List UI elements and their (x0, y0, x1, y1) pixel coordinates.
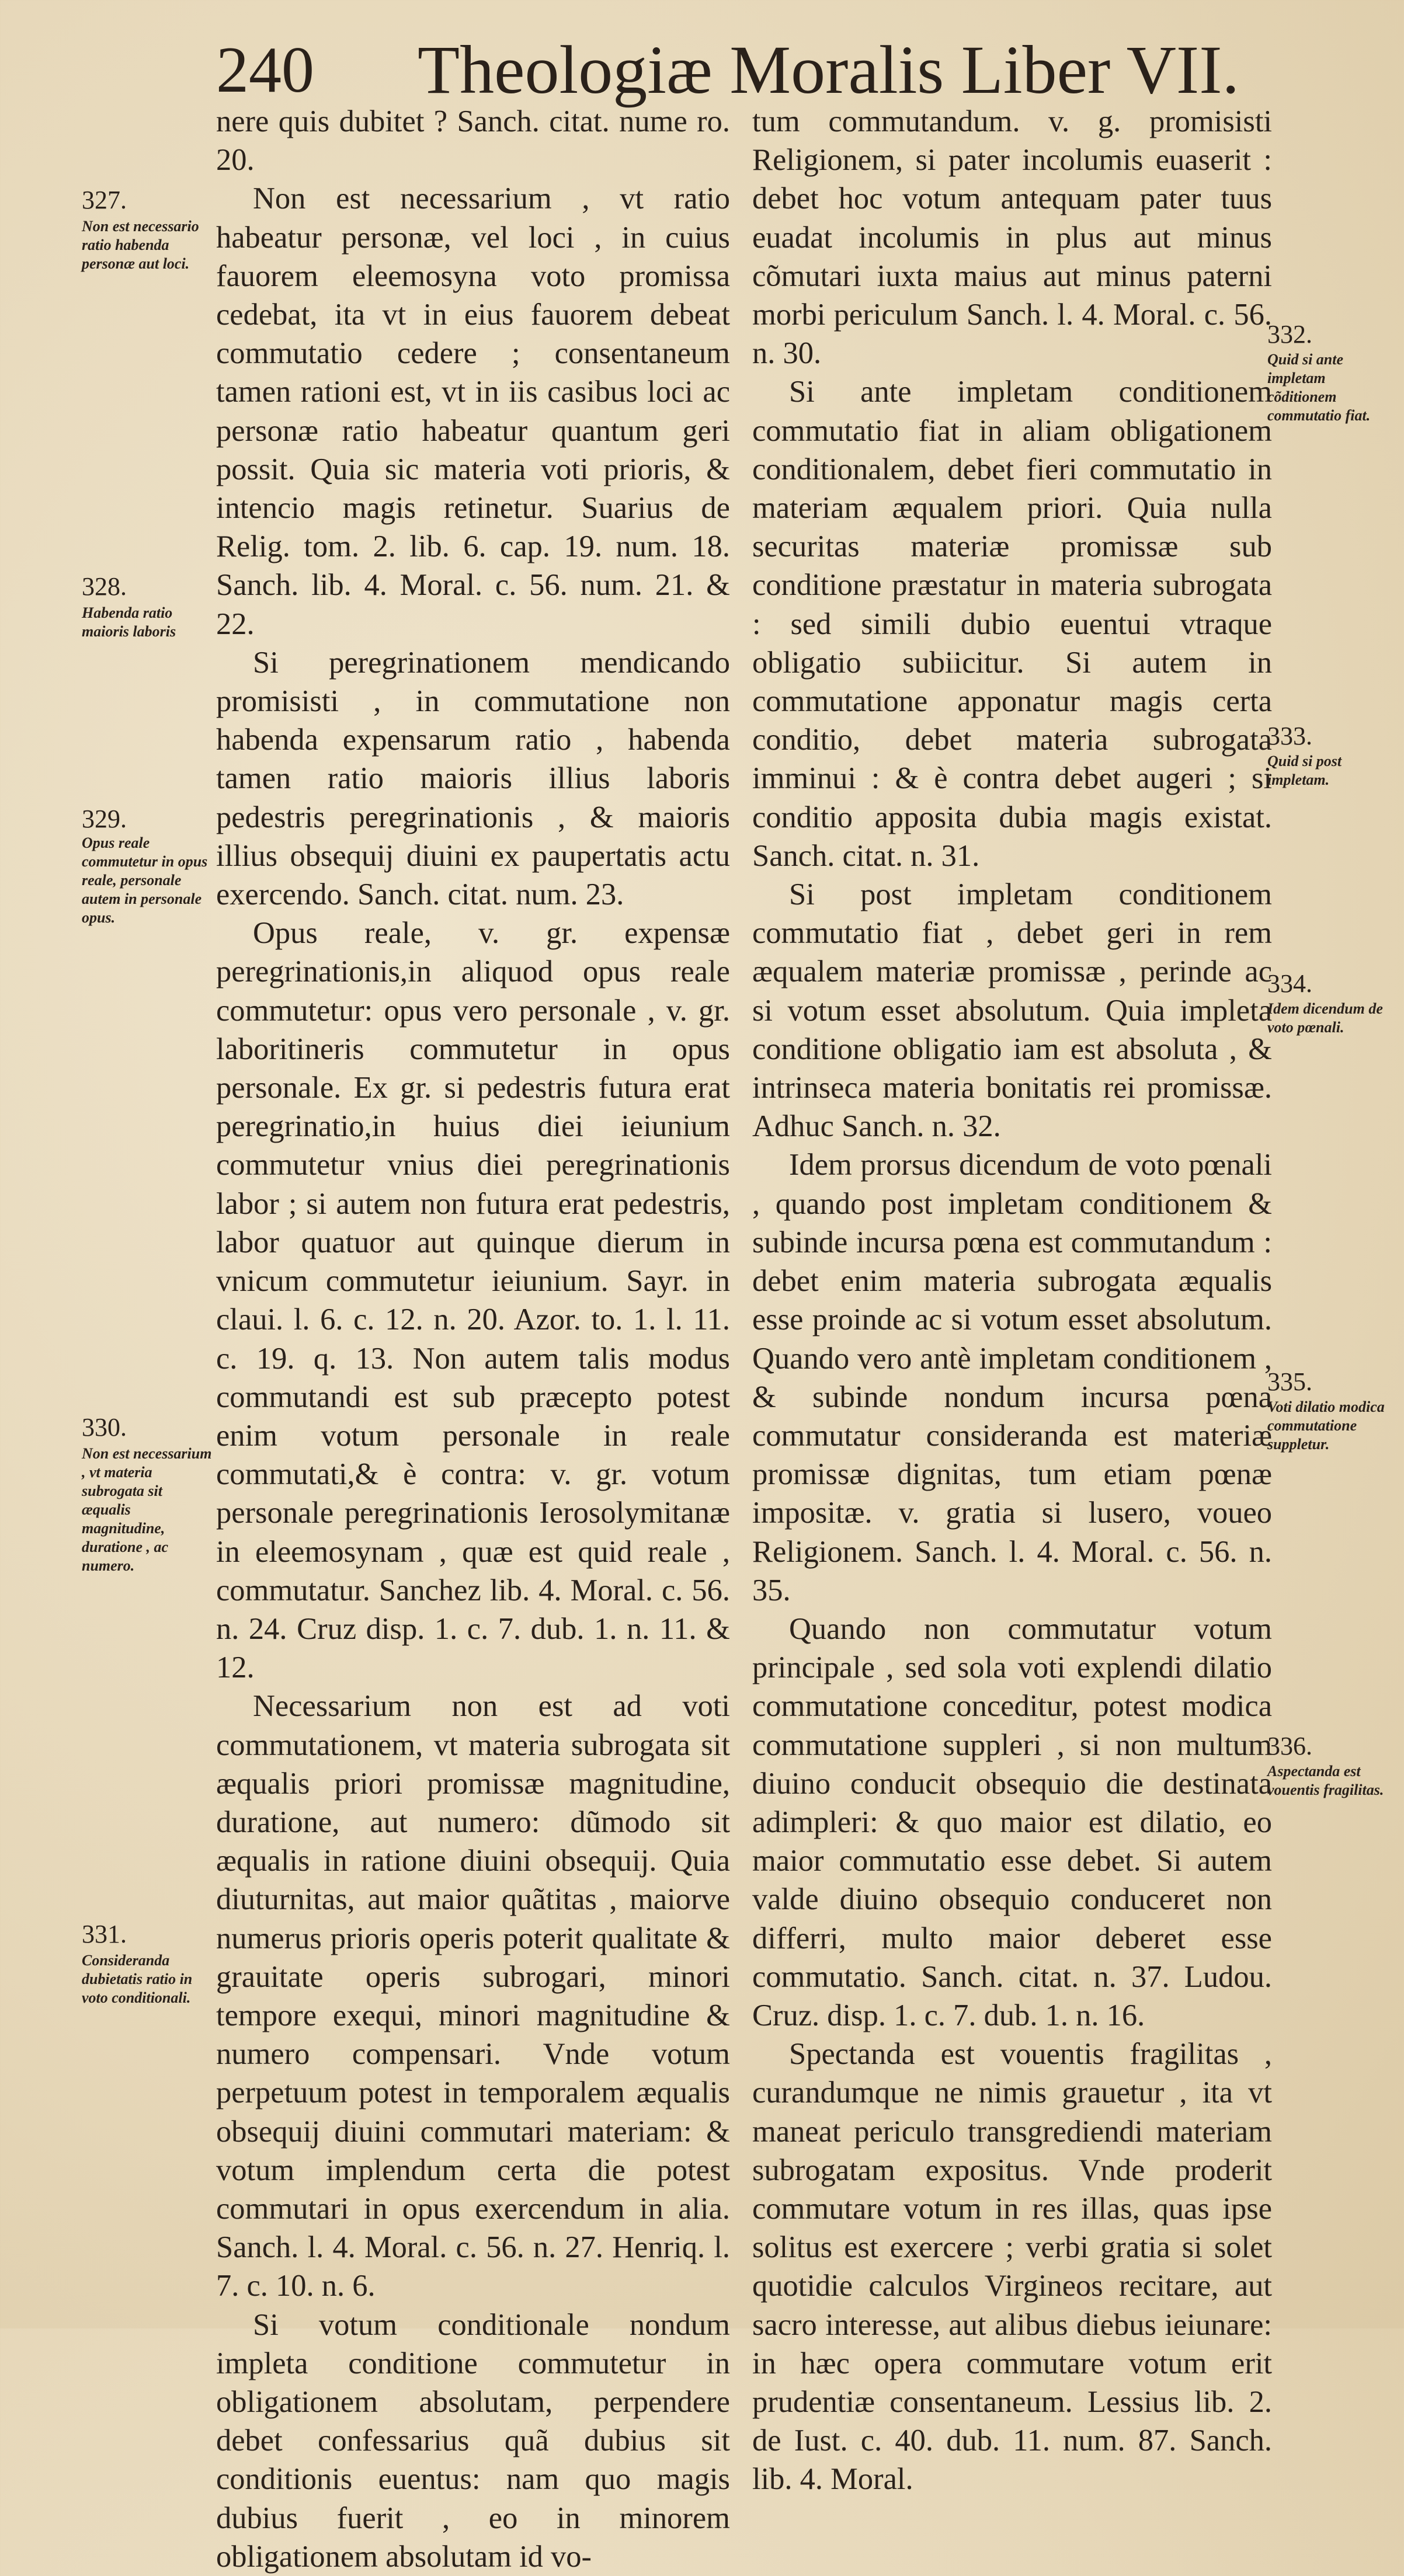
margin-number-335: 335. (1267, 1367, 1312, 1396)
margin-number-331: 331. (82, 1920, 127, 1948)
margin-note-336: Aspectanda est vouentis fragilitas. (1267, 1763, 1384, 1798)
margin-number-328: 328. (82, 572, 127, 601)
margin-number-334: 334. (1267, 969, 1312, 998)
page-number: 240 (216, 34, 314, 106)
paragraph-328: Si peregrinationem mendicando promisisti , in commutatione non habenda expensarum ratio , habenda tamen ratio maioris illius laboris pedestris peregrinationis , & maioris illius obsequij diuini ex paupertatis actu exercendo. Sanch. citat. num. 23. (216, 645, 730, 912)
right-text-column (752, 102, 1272, 2499)
margin-number-330: 330. (82, 1413, 127, 1442)
margin-number-336: 336. (1267, 1732, 1312, 1760)
paragraph-331: Si votum conditionale nondum impleta conditione commutetur in obligationem absolutam, perpendere debet confessarius quã dubius sit conditionis euentus: nam quo magis dubius fuerit , eo in minorem obligationem absolutam id vo- (216, 2307, 730, 2574)
margin-number-332: 332. (1267, 320, 1312, 349)
margin-note-331: Consideranda dubietatis ratio in voto conditionali. (82, 1952, 193, 2006)
margin-number-329: 329. (82, 805, 127, 833)
margin-note-327: Non est necessario ratio habenda personæ aut loci. (82, 218, 199, 272)
paragraph-330: Necessarium non est ad voti commutationem, vt materia subrogata sit æqualis priori promissæ magnitudine, duratione, aut numero: dũmodo sit æqualis in ratione diuini obsequij. Quia diuturnitas, aut maior quãtitas , maiorve numerus prioris operis poterit qualitate & grauitate operis subrogari, minori tempore exequi, minori magnitudine & numero compensari. Vnde votum perpetuum potest in temporalem æqualis obsequij diuini commutari materiam: & votum implendum certa die potest commutari in opus exercendum in alia. Sanch. l. 4. Moral. c. 56. n. 27. Henriq. l. 7. c. 10. n. 6. (216, 1689, 730, 2303)
margin-note-335: Voti dilatio modica commutatione suppletur. (1267, 1398, 1385, 1453)
paragraph-333: Si post impletam conditionem commutatio fiat , debet geri in rem æqualem materiæ promissæ , perinde ac si votum esset absolutum. Quia impleta conditione obligatio iam est absoluta , & intrinseca materia bonitatis rei promissæ. Adhuc Sanch. n. 32. (752, 878, 1272, 1144)
margin-number-327: 327. (82, 186, 127, 214)
margin-note-333: Quid si post impletam. (1267, 753, 1342, 788)
paragraph-continued-right: tum commutandum. v. g. promisisti Religionem, si pater incolumis euaserit : debet hoc votum antequam pater tuus euadat incolumis in plus aut minus cõmutari iuxta maius aut minus paterni morbi periculum Sanch. l. 4. Moral. c. 56. n. 30. (752, 105, 1272, 371)
margin-note-332: Quid si ante impletam cõditionem commutatio fiat. (1267, 351, 1371, 424)
left-text-column (216, 102, 730, 2576)
paragraph-327: Non est necessarium , vt ratio habeatur personæ, vel loci , in cuius fauorem eleemosyna voto promissa cedebat, ita vt in eius fauorem debeat commutatio cedere ; consentaneum tamen rationi est, vt in iis casibus loci ac personæ ratio habeatur quantum geri possit. Quia sic materia voti prioris, & intencio magis retinetur. Suarius de Relig. tom. 2. lib. 6. cap. 19. num. 18. Sanch. lib. 4. Moral. c. 56. num. 21. & 22. (216, 182, 730, 641)
margin-note-328: Habenda ratio maioris laboris (82, 604, 176, 640)
margin-number-333: 333. (1267, 722, 1312, 750)
margin-note-329: Opus reale commutetur in opus reale, personale autem in personale opus. (82, 834, 208, 926)
running-title: Theologiæ Moralis Liber VII. (418, 32, 1240, 108)
margin-note-334: Idem dicendum de voto pœnali. (1267, 1000, 1383, 1036)
margin-note-330: Non est necessarium , vt materia subrogata sit æqualis magnitudine, duratione , ac numero. (82, 1445, 212, 1574)
paragraph-329: Opus reale, v. gr. expensæ peregrinationis,in aliquod opus reale commutetur: opus vero personale , v. gr. laboritineris commutetur in opus personale. Ex gr. si pedestris futura erat peregrinatio,in huius diei ieiunium commutetur vnius diei peregrinationis labor ; si autem non futura erat pedestris, labor quatuor aut quinque dierum in vnicum commutetur ieiunium. Sayr. in claui. l. 6. c. 12. n. 20. Azor. to. 1. l. 11. c. 19. q. 13. Non autem talis modus commutandi est sub præcepto potest enim votum personale in reale commutati,& è contra: v. gr. votum personale peregrinationis Ierosolymitanæ in eleemosynam , quæ est quid reale , commutatur. Sanchez lib. 4. Moral. c. 56. n. 24. Cruz disp. 1. c. 7. dub. 1. n. 11. & 12. (216, 916, 730, 1685)
paragraph-332: Si ante impletam conditionem commutatio fiat in aliam obligationem conditionalem, debet fieri commutatio in materiam æqualem priori. Quia nulla securitas materiæ promissæ sub conditione præstatur in materia subrogata : sed simili dubio euentui vtraque obligatio subiicitur. Si autem in commutatione apponatur magis certa conditio, debet materia subrogata imminui : & è contra debet augeri ; si conditio apposita dubia magis existat. Sanch. citat. n. 31. (752, 375, 1272, 873)
paragraph-334: Idem prorsus dicendum de voto pœnali , quando post impletam conditionem & subinde incursa pœna est commutandum : debet enim materia subrogata æqualis esse proinde ac si votum esset absolutum. Quando vero antè impletam conditionem , & subinde nondum incursa pœna commutatur consideranda est materiæ promissæ dignitas, tum etiam pœnæ impositæ. v. gratia si lusero, voueo Religionem. Sanch. l. 4. Moral. c. 56. n. 35. (752, 1148, 1272, 1607)
paragraph-336: Spectanda est vouentis fragilitas , curandumque ne nimis grauetur , ita vt maneat periculo transgrediendi materiam subrogatam expositus. Vnde proderit commutare votum in res illas, quas ipse solitus est exercere ; verbi gratia si solet quotidie calculos Virgineos recitare, aut sacro interesse, aut alibus diebus ieiunare: in hæc opera commutare votum erit prudentiæ consentaneum. Lessius lib. 2. de Iust. c. 40. dub. 11. num. 87. Sanch. lib. 4. Moral. (752, 2037, 1272, 2497)
paragraph-335: Quando non commutatur votum principale , sed sola voti explendi dilatio commutatione conceditur, potest modica commutatione suppleri , si non multum diuino conducit obsequio die destinata adimpleri: & quo maior est dilatio, eo maior commutatio esse debet. Si autem valde diuino obsequio conduceret non differri, multo maior deberet esse commutatio. Sanch. citat. n. 37. Ludou. Cruz. disp. 1. c. 7. dub. 1. n. 16. (752, 1611, 1272, 2032)
paragraph-continued: nere quis dubitet ? Sanch. citat. nume ro. 20. (216, 105, 730, 177)
